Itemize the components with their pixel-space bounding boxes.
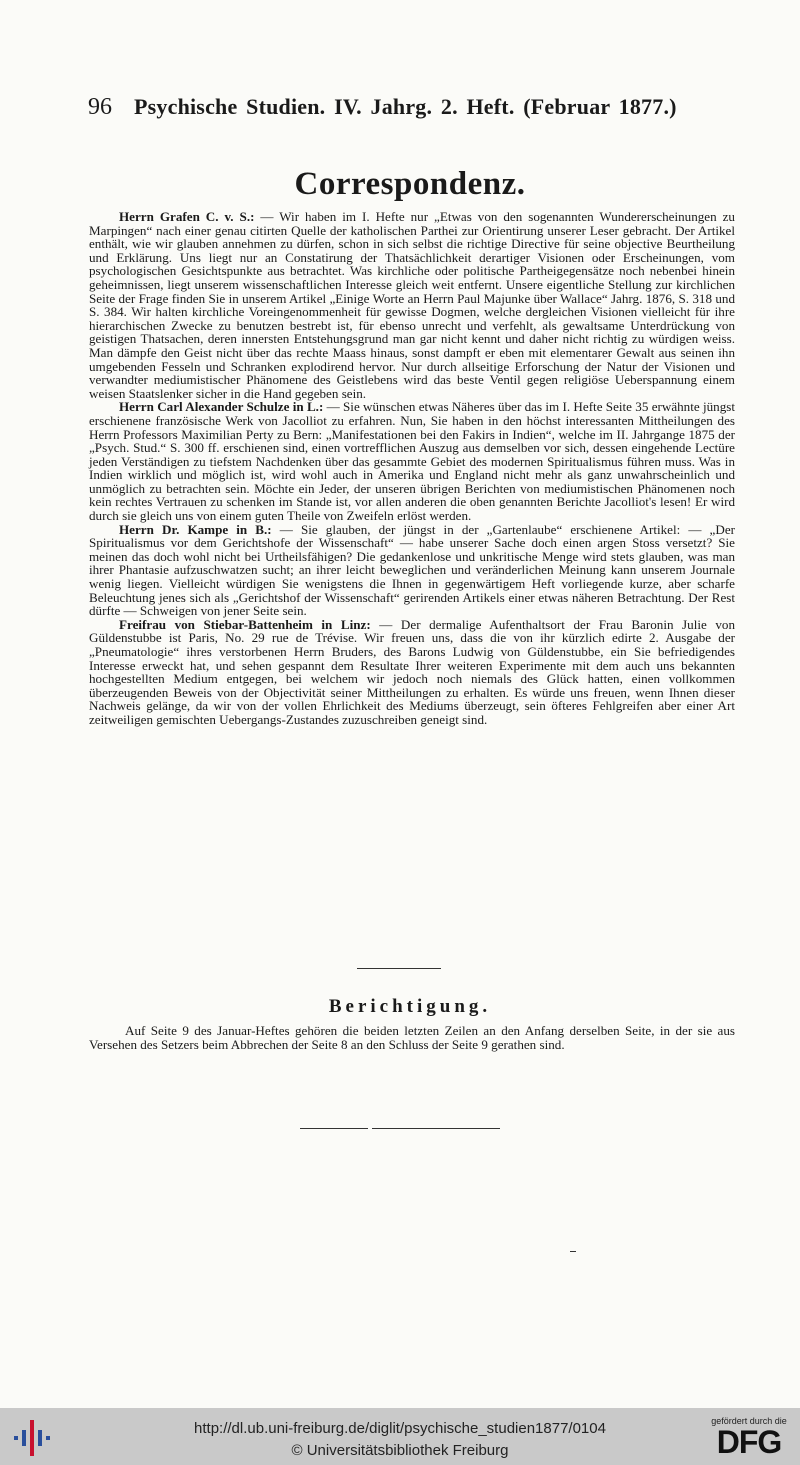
letter-addressee: Herrn Carl Alexander Schulze in L.: bbox=[119, 399, 324, 415]
letter-text: — Sie wünschen etwas Näheres über das im I. Hefte Seite 35 erwähnte jüngst erschienene französische Werk von Jacolliot zu erfahren. Nun, Sie haben in den höchst interessanten Mittheilungen des Herrn Professors Maximilian Perty zu Bern: „Manifestationen bei den Fakirs in Indien“, welche im II. Jahrgange 1875 der „Psych. Stud.“ S. 300 ff. erschienen sind, einen vortrefflichen Auszug aus demselben vor sich, dessen eingehende Lectüre jeden Verständigen zu tiefstem Nachdenken über das gesammte Gebiet des modernen Spiritualismus führen muss. Was in Indien wirklich und möglich ist, wird wohl auch in Amerika und England nicht mehr als ganz unwahrscheinlich und unmöglich zu betrachten sein. Möchte ein Jeder, der unseren übrigen Berichten von mediumistischen Phänomenen noch kein rechtes Vertrauen zu schenken im Stande ist, vor allen anderen die oben genannten Berichte Jacolliot's lesen! Er wird durch sie gleich uns von einem guten Theile von Zweifeln erlöst werden. bbox=[89, 399, 735, 524]
correction-text: Auf Seite 9 des Januar-Heftes gehören die beiden letzten Zeilen an den Anfang derselben Seite, in der sie aus Versehen des Setzers beim Abbrechen der Seite 8 an den Schluss der Seite 9 gerathen sind. bbox=[89, 1023, 735, 1052]
letter-text: — Sie glauben, der jüngst in der „Gartenlaube“ erschienene Artikel: — „Der Spiritualismus vor dem Gerichtshofe der Wissenschaft“ — habe unserer Sache doch einen argen Stoss versetzt? Sie meinen das doch wohl nicht bei Urtheilsfähigen? Die gedankenlose und unkritische Menge wird stets glauben, was man ihrer Phantasie aufzuschwatzen sucht; an ihrer leicht beweglichen und veränderlichen Meinung kann unserem Journale wenig liegen. Vielleicht würdigen Sie wenigstens die Ihnen in gegenwärtigem Heft vorliegende kurze, aber scharfe Beleuchtung jenes sich als „Gerichtshof der Wissenschaft“ gerirenden Artikels einer etwas näheren Betrachtung. Der Rest dürfte — Schweigen von jener Seite sein. bbox=[89, 521, 736, 619]
correction-body bbox=[89, 1024, 735, 1052]
copyright-notice: © Universitätsbibliothek Freiburg bbox=[291, 1442, 509, 1459]
correspondence-body bbox=[89, 210, 735, 727]
letter-addressee: Herrn Dr. Kampe in B.: bbox=[119, 521, 272, 537]
dfg-caption: gefördert durch die bbox=[711, 1416, 787, 1426]
permalink-url[interactable]: http://dl.ub.uni-freiburg.de/diglit/psychische_studien1877/0104 bbox=[194, 1420, 606, 1437]
end-divider-left bbox=[300, 1128, 368, 1129]
letter-paragraph bbox=[89, 523, 735, 618]
letter-paragraph bbox=[89, 400, 735, 522]
page-number: 96 bbox=[88, 94, 112, 120]
letter-paragraph bbox=[89, 618, 735, 727]
dfg-logo[interactable] bbox=[706, 1416, 792, 1462]
section-divider bbox=[357, 968, 441, 969]
letter-addressee: Freifrau von Stiebar-Battenheim in Linz: bbox=[119, 616, 371, 632]
end-divider-right bbox=[372, 1128, 500, 1129]
dfg-wordmark: DFG bbox=[716, 1424, 782, 1460]
page-header bbox=[88, 94, 738, 121]
digital-library-footer bbox=[0, 1408, 800, 1465]
running-title: Psychische Studien. IV. Jahrg. 2. Heft. (Februar 1877.) bbox=[134, 94, 677, 119]
letter-text: — Der dermalige Aufenthaltsort der Frau Baronin Julie von Güldenstubbe ist Paris, No. 29 rue de Trévise. Wir freuen uns, dass die von ihr kürzlich edirte 2. Ausgabe der „Pneumatologie“ ihres verstorbenen Herrn Bruders, des Barons Ludwig von Güldenstubbe, ein Sie befriedigendes Interesse erweckt hat, und sehen gespannt dem Resultate Ihrer weiteren Experimente mit dem auch uns bekannten hochgestellten Medium entgegen, bei welchem wir jedoch noch niemals des Glück hatten, einen vollkommen überzeugenden Beweis von der Objectivität seiner Mittheilungen zu erhalten. Es würde uns freuen, wenn Ihnen dieser Nachweis gelänge, da wir von der vollen Ehrlichkeit des Mediums überzeugt, sein öfteres Fehlgreifen aber einer Art zeitweiligen gemischten Uebergangs-Zustandes zuzuschreiben geneigt sind. bbox=[89, 616, 735, 727]
letter-addressee: Herrn Grafen C. v. S.: bbox=[119, 209, 255, 224]
letter-paragraph bbox=[89, 210, 735, 400]
correction-title: Berichtigung. bbox=[328, 996, 492, 1017]
section-title: Correspondenz. bbox=[294, 166, 526, 202]
scan-mark bbox=[570, 1251, 576, 1252]
letter-text: — Wir haben im I. Hefte nur „Etwas von den sogenannten Wundererscheinungen zu Marpingen“ nach einer genau citirten Quelle der katholischen Parthei zur Orientirung unserer Leser gebracht. Der Artikel enthält, wie wir glauben annehmen zu dürfen, schon in sich selbst die richtige Directive für seine objective Beurtheilung und Erklärung. Uns liegt nur an Constatirung der Thatsächlichkeit derartiger Visionen oder Erscheinungen, vom psychologischen Gesichtspunkte aus betrachtet. Was kirchliche oder politische Partheigegensätze noch nebenbei hinein geheimnissen, liegt unserem wissenschaftlichen Interesse gleich weit entfernt. Unsere eigentliche Stellung zur kirchlichen Seite der Frage finden Sie in unserem Artikel „Einige Worte an Herrn Paul Majunke über Wallace“ Jahrg. 1876, S. 318 und S. 384. Wir halten kirchliche Voreingenommenheit für gewisse Dogmen, welche dergleichen Visionen vielleicht für ihre hierarchischen Zwecke zu benutzen bestrebt ist, für ebenso unrecht und verfehlt, als gewaltsame Unterdrückung von geistigen Thatsachen, deren innersten Entstehungsgrund man gar nicht kennt und daher nicht richtig zu würdigen weiss. Man dämpfe den Geist nicht über das rechte Maass hinaus, sonst dampft er eben mit elementarer Gewalt aus seinen ihn umgebenden Fesseln und Schranken explodirend hervor. Nur durch allseitige Erforschung der Natur der Visionen und verwandter mediumistischer Phänomene des Geistlebens wird das beste Ventil gegen religiöse Ueberspannung einem weisen Staatslenker sicher in die Hand gegeben sein. bbox=[89, 209, 735, 401]
